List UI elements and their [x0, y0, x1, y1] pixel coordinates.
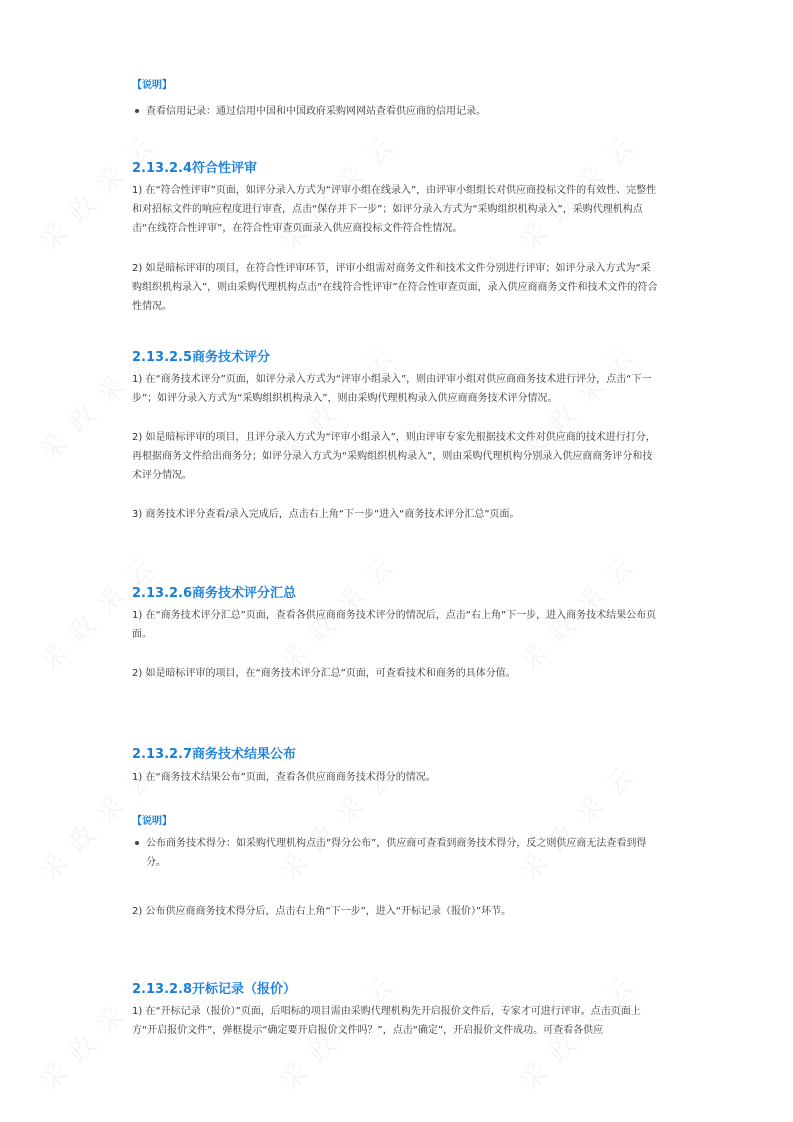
paragraph: 2) 如是暗标评审的项目，在“商务技术评分汇总”页面，可查看技术和商务的具体分值。 — [132, 668, 516, 679]
section-heading: 2.13.2.8开标记录（报价） — [132, 982, 297, 997]
bullet-item: 公布商务技术得分：如采购代理机构点击”得分公布”，供应商可查看到商务技术得分，反之则供应商无法查看到得分。 — [146, 834, 666, 872]
paragraph: 2) 如是暗标评审的项目，在符合性评审环节，评审小组需对商务文件和技术文件分别进行评审；如评分录入方式为“采购组织机构录入”，则由采购代理机构点击“在线符合性评审”在符合性审查页面，录入供应商商务文件和技术文件的符合性情况。 — [132, 263, 658, 312]
section-heading: 2.13.2.4符合性评审 — [132, 161, 258, 176]
paragraph: 1) 在“商务技术评分汇总”页面，查看各供应商商务技术评分的情况后，点击“右上角”下一步，进入商务技术结果公布页面。 — [132, 610, 657, 640]
paragraph: 2) 如是暗标评审的项目，且评分录入方式为“评审小组录入”，则由评审专家先根据技术文件对供应商的技术进行打分，再根据商务文件给出商务分；如评分录入方式为“采购组织机构录入”，则由采购代理机构分别录入供应商商务评分和技术评分情况。 — [132, 432, 656, 481]
paragraph: 1) 在“符合性评审”页面，如评分录入方式为“评审小组在线录入”，由评审小组组长对供应商投标文件的有效性、完整性和对招标文件的响应程度进行审查，点击“保存并下一步”；如评分录入方式为“采购组织机构录入”，采购代理机构点击“在线符合性评审”，在符合性审查页面录入供应商投标文件符合性情况。 — [132, 185, 657, 234]
section-heading: 2.13.2.7商务技术结果公布 — [132, 747, 297, 762]
paragraph: 1) 在“商务技术结果公布”页面，查看各供应商商务技术得分的情况。 — [132, 772, 436, 783]
note-label: 【说明】 — [132, 816, 172, 827]
paragraph: 1) 在“商务技术评分”页面，如评分录入方式为“评审小组录入”，则由评审小组对供应商商务技术进行评分，点击“下一步”；如评分录入方式为“采购组织机构录入”，则由采购代理机构录入供应商商务技术评分情况。 — [132, 374, 652, 404]
note-label: 【说明】 — [132, 80, 172, 91]
section-heading: 2.13.2.5商务技术评分 — [132, 350, 271, 365]
section-heading: 2.13.2.6商务技术评分汇总 — [132, 586, 297, 601]
bullet-item: 查看信用记录：通过信用中国和中国政府采购网网站查看供应商的信用记录。 — [146, 102, 666, 121]
paragraph: 1) 在“开标记录（报价）”页面，后唱标的项目需由采购代理机构先开启报价文件后，专家才可进行评审。点击页面上方“开启报价文件”，弹框提示“确定要开启报价文件吗？”，点击“确定”，开启报价文件成功。可查看各供应 — [132, 1006, 641, 1036]
paragraph: 2) 公布供应商商务技术得分后，点击右上角“下一步”，进入“开标记录（报价）”环节。 — [132, 906, 512, 917]
paragraph: 3) 商务技术评分查看/录入完成后，点击右上角“下一步”进入“商务技术评分汇总”页面。 — [132, 509, 520, 520]
